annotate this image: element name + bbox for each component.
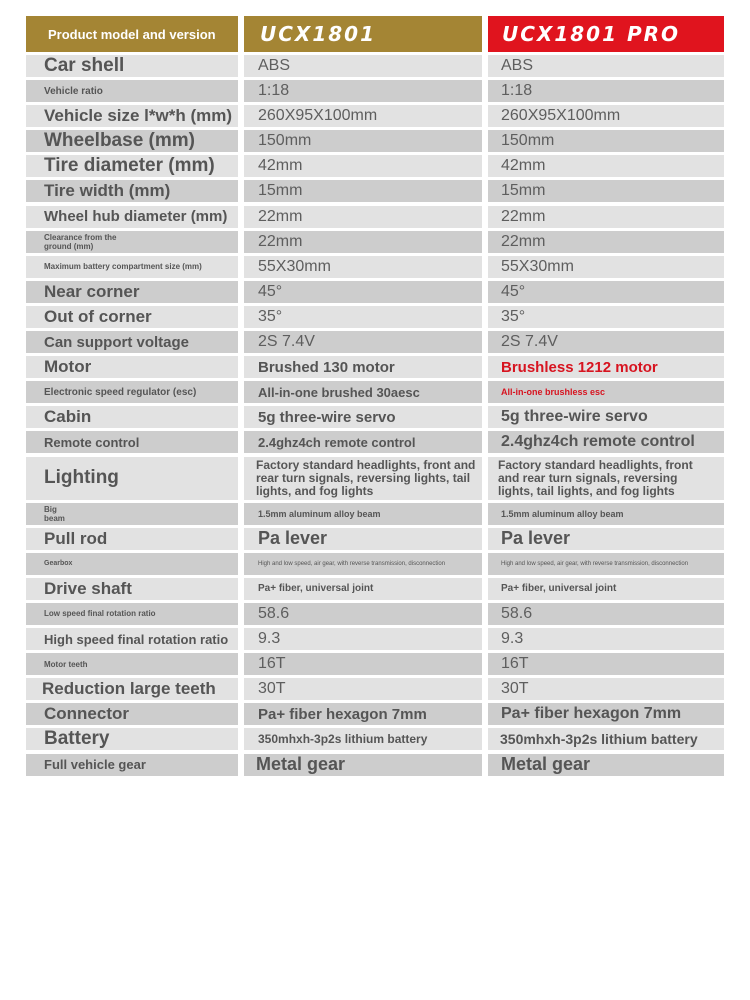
row-label: Near corner: [26, 281, 238, 303]
table-header: [26, 16, 724, 52]
table-row: [26, 703, 724, 725]
row-value-pro: Pa+ fiber hexagon 7mm: [488, 703, 724, 725]
row-label: Electronic speed regulator (esc): [26, 381, 238, 403]
table-row: [26, 331, 724, 353]
row-value-pro: 350mhxh-3p2s lithium battery: [488, 728, 724, 750]
row-value-standard: 16T: [244, 653, 482, 675]
row-value-pro: 58.6: [488, 603, 724, 625]
table-row: [26, 180, 724, 202]
row-value-standard: 260X95X100mm: [244, 105, 482, 127]
row-label: Gearbox: [26, 553, 238, 575]
row-value-standard: 55X30mm: [244, 256, 482, 278]
row-value-standard: ABS: [244, 55, 482, 77]
row-value-pro: 45°: [488, 281, 724, 303]
row-value-pro: 42mm: [488, 155, 724, 177]
table-row: [26, 55, 724, 77]
table-row: [26, 206, 724, 228]
table-row: [26, 80, 724, 102]
table-row: [26, 678, 724, 700]
row-value-standard: 1.5mm aluminum alloy beam: [244, 503, 482, 525]
table-row: [26, 578, 724, 600]
row-value-standard: 30T: [244, 678, 482, 700]
spec-rows: [26, 55, 724, 776]
row-label: Big beam: [26, 503, 238, 525]
row-label: Out of corner: [26, 306, 238, 328]
row-value-pro: 1.5mm aluminum alloy beam: [488, 503, 724, 525]
row-label: Vehicle ratio: [26, 80, 238, 102]
row-value-pro: 5g three-wire servo: [488, 406, 724, 428]
row-value-pro: Factory standard headlights, front and rear turn signals, reversing lights, tail lights, and fog lights: [488, 457, 724, 500]
row-value-standard: Metal gear: [244, 754, 482, 776]
row-label: Battery: [26, 728, 238, 750]
row-label: Clearance from the ground (mm): [26, 231, 238, 253]
row-value-pro: 16T: [488, 653, 724, 675]
row-value-pro: 55X30mm: [488, 256, 724, 278]
header-model-pro: [488, 16, 724, 52]
table-row: [26, 457, 724, 500]
row-value-pro: Brushless 1212 motor: [488, 356, 724, 378]
row-label: Pull rod: [26, 528, 238, 550]
row-label: Remote control: [26, 431, 238, 453]
row-value-standard: High and low speed, air gear, with reverse transmission, disconnection: [244, 553, 482, 575]
row-value-standard: Factory standard headlights, front and rear turn signals, reversing lights, tail lights, and fog lights: [244, 457, 482, 500]
model-standard-name: UCX1801: [260, 22, 377, 46]
table-row: [26, 653, 724, 675]
table-row: [26, 754, 724, 776]
row-value-pro: 2S 7.4V: [488, 331, 724, 353]
table-row: [26, 281, 724, 303]
row-label: Wheelbase (mm): [26, 130, 238, 152]
table-row: [26, 306, 724, 328]
row-value-pro: 150mm: [488, 130, 724, 152]
row-label: Tire width (mm): [26, 180, 238, 202]
row-value-pro: High and low speed, air gear, with reverse transmission, disconnection: [488, 553, 724, 575]
row-value-pro: 35°: [488, 306, 724, 328]
row-value-pro: 1:18: [488, 80, 724, 102]
table-row: [26, 406, 724, 428]
row-value-standard: Brushed 130 motor: [244, 356, 482, 378]
row-label: Motor teeth: [26, 653, 238, 675]
row-value-standard: 5g three-wire servo: [244, 406, 482, 428]
row-label: Low speed final rotation ratio: [26, 603, 238, 625]
row-value-standard: 15mm: [244, 180, 482, 202]
row-value-standard: 1:18: [244, 80, 482, 102]
row-value-standard: 2S 7.4V: [244, 331, 482, 353]
table-row: [26, 130, 724, 152]
row-value-pro: 22mm: [488, 231, 724, 253]
row-value-pro: 15mm: [488, 180, 724, 202]
row-label: Wheel hub diameter (mm): [26, 206, 238, 228]
header-model-standard: [244, 16, 482, 52]
row-value-pro: 2.4ghz4ch remote control: [488, 431, 724, 453]
row-value-standard: 22mm: [244, 206, 482, 228]
row-value-standard: 350mhxh-3p2s lithium battery: [244, 728, 482, 750]
row-value-pro: 30T: [488, 678, 724, 700]
row-value-pro: All-in-one brushless esc: [488, 381, 724, 403]
row-value-standard: 42mm: [244, 155, 482, 177]
row-value-standard: 2.4ghz4ch remote control: [244, 431, 482, 453]
row-label: Cabin: [26, 406, 238, 428]
table-row: [26, 553, 724, 575]
row-value-standard: 35°: [244, 306, 482, 328]
row-label: Reduction large teeth: [26, 678, 238, 700]
row-value-standard: Pa+ fiber, universal joint: [244, 578, 482, 600]
row-value-standard: Pa lever: [244, 528, 482, 550]
row-label: Tire diameter (mm): [26, 155, 238, 177]
row-value-pro: Pa lever: [488, 528, 724, 550]
table-row: [26, 105, 724, 127]
row-value-standard: 150mm: [244, 130, 482, 152]
row-label: Connector: [26, 703, 238, 725]
row-label: Motor: [26, 356, 238, 378]
row-value-standard: 45°: [244, 281, 482, 303]
header-label: Product model and version: [26, 16, 238, 52]
row-label: Car shell: [26, 55, 238, 77]
table-row: [26, 155, 724, 177]
row-label: Lighting: [26, 457, 238, 500]
table-row: [26, 503, 724, 525]
table-row: [26, 728, 724, 750]
table-row: [26, 603, 724, 625]
table-row: [26, 356, 724, 378]
row-value-standard: 22mm: [244, 231, 482, 253]
row-value-standard: 58.6: [244, 603, 482, 625]
table-row: [26, 628, 724, 650]
table-row: [26, 431, 724, 453]
row-value-standard: 9.3: [244, 628, 482, 650]
row-value-pro: Metal gear: [488, 754, 724, 776]
row-value-standard: Pa+ fiber hexagon 7mm: [244, 703, 482, 725]
table-row: [26, 231, 724, 253]
row-value-pro: 260X95X100mm: [488, 105, 724, 127]
spec-comparison-table: [26, 16, 724, 779]
table-row: [26, 381, 724, 403]
row-label: High speed final rotation ratio: [26, 628, 238, 650]
row-value-pro: Pa+ fiber, universal joint: [488, 578, 724, 600]
row-label: Full vehicle gear: [26, 754, 238, 776]
row-value-pro: ABS: [488, 55, 724, 77]
table-row: [26, 528, 724, 550]
row-label: Maximum battery compartment size (mm): [26, 256, 238, 278]
row-label: Drive shaft: [26, 578, 238, 600]
row-value-pro: 9.3: [488, 628, 724, 650]
row-label: Can support voltage: [26, 331, 238, 353]
row-label: Vehicle size l*w*h (mm): [26, 105, 238, 127]
model-pro-name: UCX1801 PRO: [502, 22, 681, 46]
row-value-pro: 22mm: [488, 206, 724, 228]
table-row: [26, 256, 724, 278]
row-value-standard: All-in-one brushed 30aesc: [244, 381, 482, 403]
